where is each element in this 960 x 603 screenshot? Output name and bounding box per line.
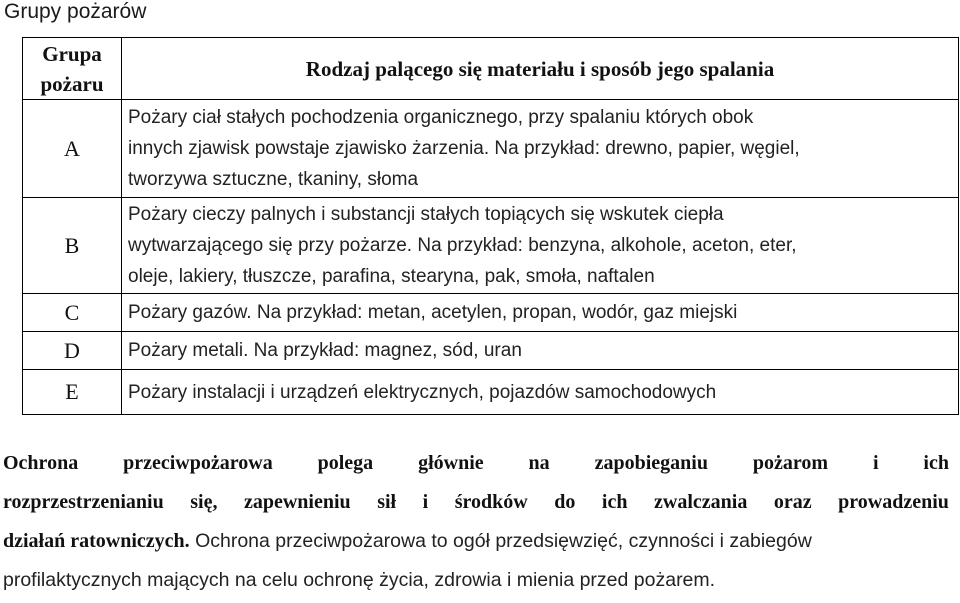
paragraph-word: przeciwpożarowa [123,452,273,474]
description-line: Pożary gazów. Na przykład: metan, acetylen, propan, wodór, gaz miejski [128,302,738,323]
paragraph-word: zapewnieniu [243,491,351,513]
paragraph-line-4: profilaktycznych mających na celu ochronę życia, zdrowia i mienia przed pożarem. [3,569,716,591]
description-line: tworzywa sztuczne, tkaniny, słoma [128,169,419,190]
paragraph-bold-fragment: działań ratowniczych. [3,530,190,552]
paragraph-word: zapobieganiu [594,452,708,474]
paragraph-normal-fragment: Ochrona przeciwpożarowa to ogół przedsięwzięć, czynności i zabiegów [189,530,812,552]
header-group-line-1: Grupa [42,41,102,66]
group-cell-e: E [23,370,122,415]
description-line: innych zjawisk powstaje zjawisko żarzenia. Na przykład: drewno, papier, węgiel, [128,138,800,159]
table-row [23,370,959,415]
paragraph-word: oraz [773,491,812,513]
table-row [23,294,959,332]
paragraph-word: sił [377,491,397,513]
page-caption: Grupy pożarów [4,0,147,23]
description-line: Pożary cieczy palnych i substancji stałych topiących się wskutek ciepła [128,204,724,225]
description-cell-b [122,198,959,294]
description-cell-e [122,370,959,415]
paragraph-word: ich [601,491,628,513]
paragraph-word: i [422,491,429,513]
paragraph-word: Ochrona [3,452,79,474]
paragraph-word: do [554,491,576,513]
fire-protection-paragraph [3,444,949,600]
paragraph-word: prowadzeniu [838,491,949,513]
paragraph-word: rozprzestrzenianiu [3,491,164,513]
description-cell-d [122,332,959,370]
header-group-line-2: pożaru [40,71,104,96]
group-cell-d: D [23,332,122,370]
description-cell-c [122,294,959,332]
table-row [23,198,959,294]
paragraph-word: środków [454,491,528,513]
paragraph-word: się, [190,491,218,513]
paragraph-word: zwalczania [654,491,748,513]
paragraph-word: polega [317,452,374,474]
group-cell-a: A [23,100,122,198]
paragraph-word: na [528,452,550,474]
description-line: Pożary instalacji i urządzeń elektrycznych, pojazdów samochodowych [128,381,717,403]
header-group-column [23,38,122,100]
paragraph-line-3 [3,522,949,561]
table-row [23,332,959,370]
fire-groups-table [22,37,959,415]
paragraph-word: ich [923,452,949,474]
paragraph-word: pożarom [752,452,829,474]
table-header-row [23,38,959,100]
description-cell-a [122,100,959,198]
description-line: wytwarzającego się przy pożarze. Na przykład: benzyna, alkohole, aceton, eter, [128,235,797,256]
table-row [23,100,959,198]
paragraph-line-2 [3,483,949,522]
description-line: oleje, lakiery, tłuszcze, parafina, stearyna, pak, smoła, naftalen [128,266,655,287]
group-cell-c: C [23,294,122,332]
paragraph-line-1 [3,444,949,483]
description-line: Pożary metali. Na przykład: magnez, sód, uran [128,340,522,361]
group-cell-b: B [23,198,122,294]
description-line: Pożary ciał stałych pochodzenia organicznego, przy spalaniu których obok [128,107,754,128]
header-description-column: Rodzaj palącego się materiału i sposób jego spalania [122,38,959,100]
paragraph-word: i [872,452,879,474]
paragraph-word: głównie [418,452,484,474]
